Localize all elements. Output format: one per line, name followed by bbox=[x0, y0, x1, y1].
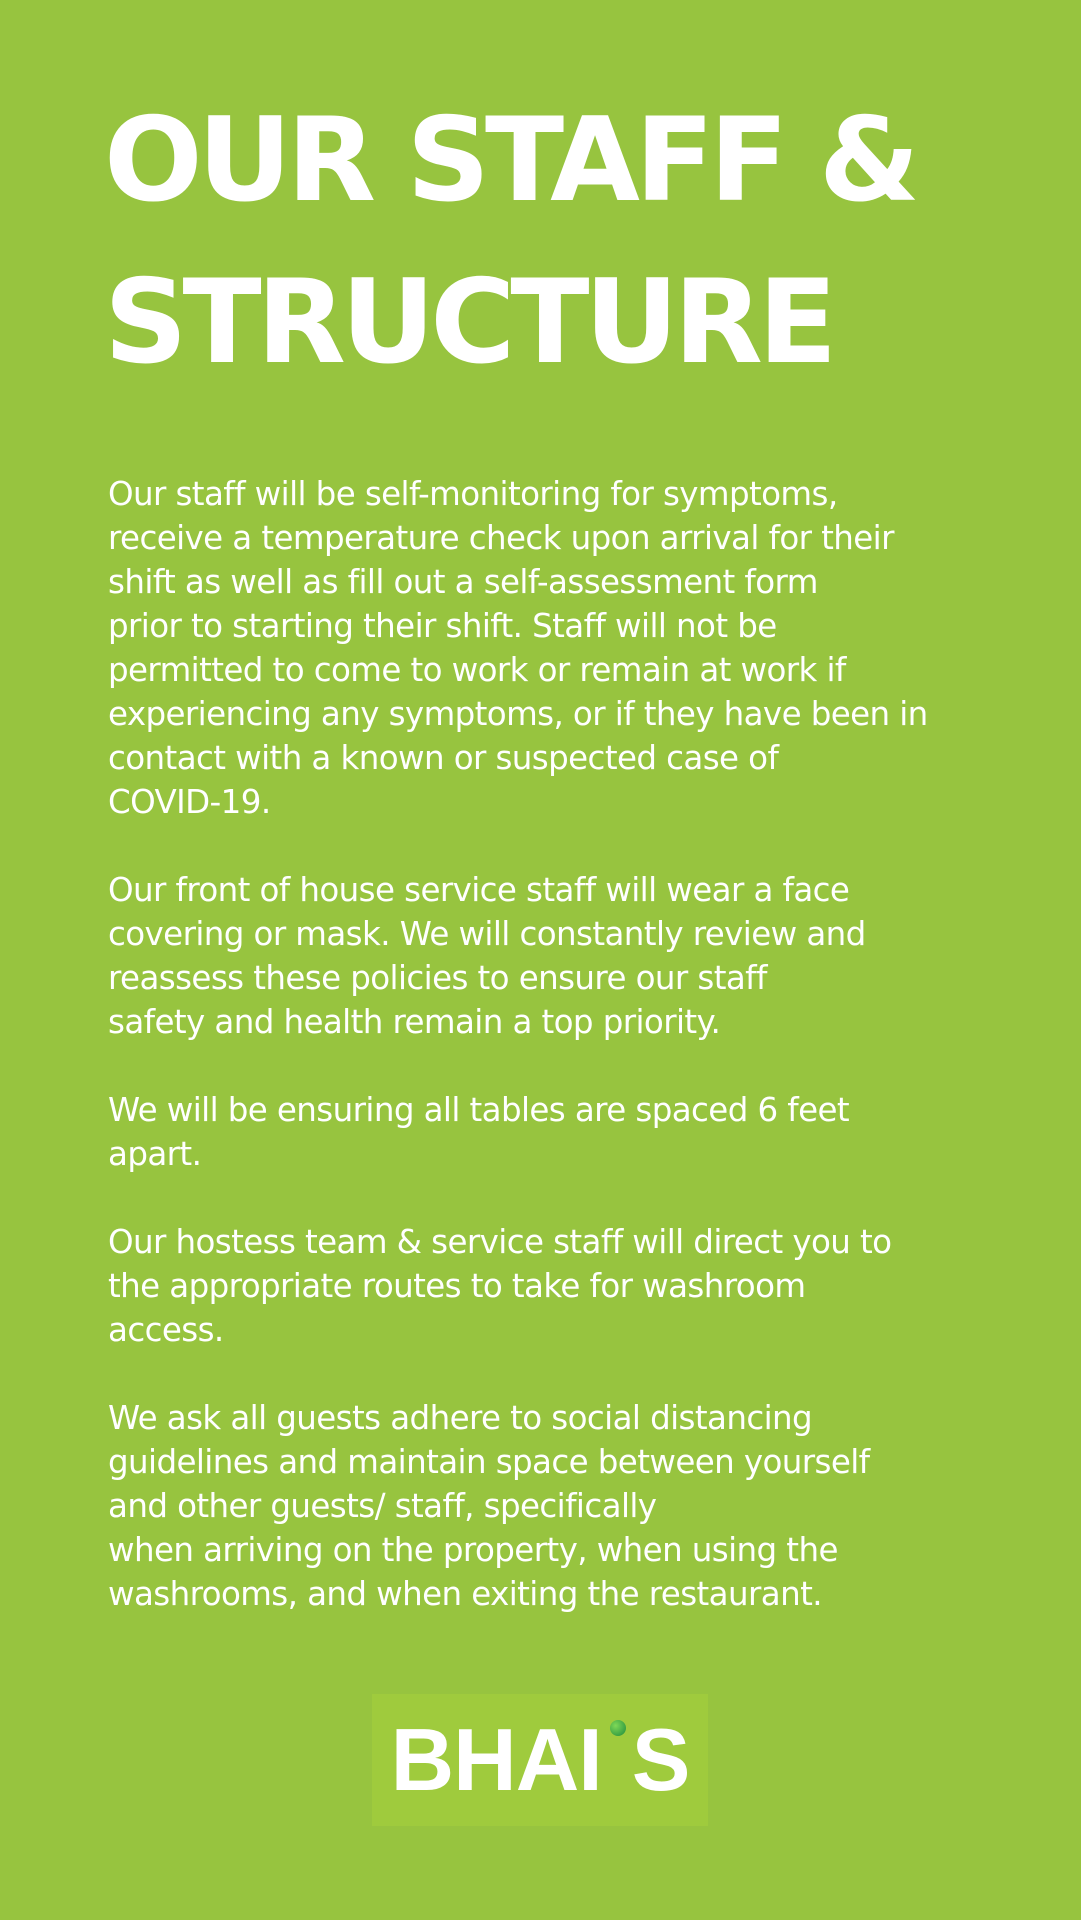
text-line: reassess these policies to ensure our staff bbox=[108, 959, 767, 997]
page-title-line-2: STRUCTURE bbox=[104, 255, 833, 390]
text-line: the appropriate routes to take for washroom bbox=[108, 1267, 806, 1305]
text-line: shift as well as fill out a self-assessment form bbox=[108, 563, 818, 601]
text-line: when arriving on the property, when using the bbox=[108, 1531, 838, 1569]
page-title bbox=[104, 80, 915, 404]
body-text bbox=[108, 472, 1008, 1660]
text-line: guidelines and maintain space between yourself bbox=[108, 1443, 870, 1481]
paragraph-social-distancing bbox=[108, 1396, 1008, 1616]
bhais-logo bbox=[372, 1694, 708, 1826]
text-line: receive a temperature check upon arrival for their bbox=[108, 519, 894, 557]
paragraph-washroom-access bbox=[108, 1220, 1008, 1352]
text-line: We will be ensuring all tables are spaced 6 feet bbox=[108, 1091, 850, 1129]
text-line: and other guests/ staff, specifically bbox=[108, 1487, 657, 1525]
paragraph-staff-monitoring bbox=[108, 472, 1008, 824]
text-line: apart. bbox=[108, 1135, 202, 1173]
page-title-line-1: OUR STAFF & bbox=[104, 93, 915, 228]
text-line: Our front of house service staff will wear a face bbox=[108, 871, 850, 909]
text-line: access. bbox=[108, 1311, 224, 1349]
text-line: Our staff will be self-monitoring for symptoms, bbox=[108, 475, 838, 513]
text-line: covering or mask. We will constantly review and bbox=[108, 915, 866, 953]
text-line: experiencing any symptoms, or if they have been in bbox=[108, 695, 928, 733]
logo-wordmark bbox=[390, 1710, 690, 1809]
text-line: safety and health remain a top priority. bbox=[108, 1003, 721, 1041]
logo-text-part-2: S bbox=[631, 1710, 690, 1809]
text-line: contact with a known or suspected case of bbox=[108, 739, 779, 777]
logo-apostrophe-dot-icon bbox=[610, 1720, 626, 1736]
text-line: COVID-19. bbox=[108, 783, 271, 821]
text-line: Our hostess team & service staff will direct you to bbox=[108, 1223, 892, 1261]
paragraph-face-covering bbox=[108, 868, 1008, 1044]
text-line: washrooms, and when exiting the restaurant. bbox=[108, 1575, 822, 1613]
logo-text-part-1: BHAI bbox=[390, 1710, 602, 1809]
text-line: prior to starting their shift. Staff will not be bbox=[108, 607, 777, 645]
paragraph-table-spacing bbox=[108, 1088, 1008, 1176]
text-line: We ask all guests adhere to social distancing bbox=[108, 1399, 813, 1437]
text-line: permitted to come to work or remain at work if bbox=[108, 651, 846, 689]
